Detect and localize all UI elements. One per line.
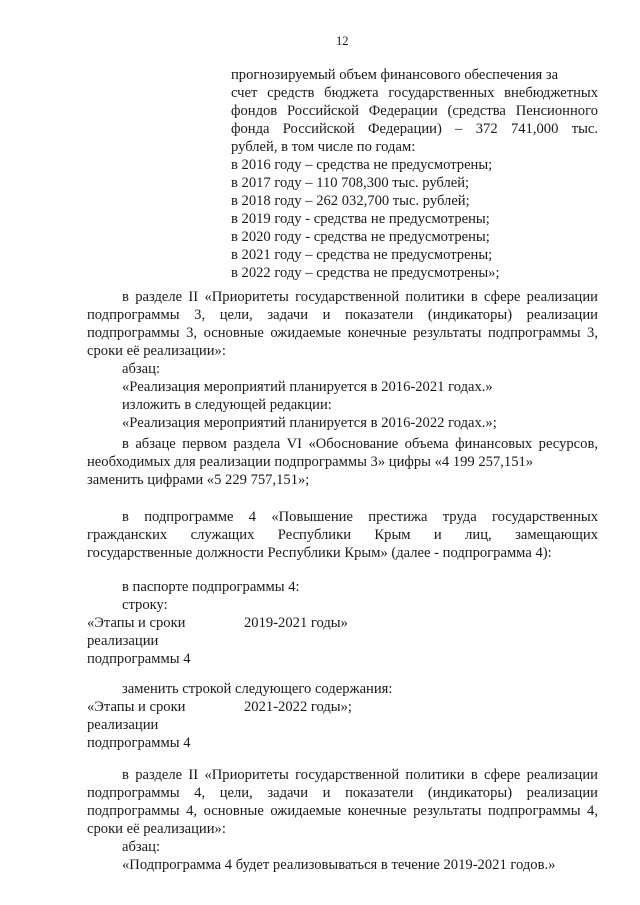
replace-label: заменить строкой следующего содержания: [122, 681, 393, 697]
abzac-label: абзац: [122, 361, 161, 377]
financing-line: прогнозируемый объем финансового обеспечения за [231, 67, 559, 83]
financing-line: рублей, в том числе по годам: [231, 139, 416, 155]
paragraph-line: подпрограммы 3, основные ожидаемые конечные результаты подпрограммы 3, [87, 325, 598, 341]
new-row-label: реализации [87, 717, 159, 733]
old-row-label: подпрограммы 4 [87, 651, 191, 667]
new-text: «Реализация мероприятий планируется в 2016-2022 годах.»; [122, 415, 497, 431]
redaction-label: изложить в следующей редакции: [122, 397, 332, 413]
stroku-label: строку: [122, 597, 168, 613]
old-text: «Подпрограмма 4 будет реализовываться в течение 2019-2021 годов.» [122, 857, 556, 873]
paragraph-line: сроки её реализации»: [87, 821, 226, 837]
paragraph-line: в подпрограмме 4 «Повышение престижа труда государственных [122, 509, 598, 525]
paragraph-line: заменить цифрами «5 229 757,151»; [87, 472, 310, 488]
year-line: в 2022 году – средства не предусмотрены»; [231, 265, 500, 281]
passport-intro: в паспорте подпрограммы 4: [122, 579, 300, 595]
new-row-value: 2021-2022 годы»; [244, 699, 352, 715]
new-row-label: подпрограммы 4 [87, 735, 191, 751]
year-line: в 2017 году – 110 708,300 тыс. рублей; [231, 175, 470, 191]
old-row-label: «Этапы и сроки [87, 615, 186, 631]
paragraph-line: подпрограммы 4, цели, задачи и показатели (индикаторы) реализации [87, 785, 598, 801]
old-text: «Реализация мероприятий планируется в 2016-2021 годах.» [122, 379, 493, 395]
financing-line: фондов Российской Федерации (средства Пенсионного [231, 103, 598, 119]
abzac-label: абзац: [122, 839, 161, 855]
new-row-label: «Этапы и сроки [87, 699, 186, 715]
paragraph-line: сроки её реализации»: [87, 343, 226, 359]
financing-line: счет средств бюджета государственных внебюджетных [231, 85, 598, 101]
paragraph-line: в разделе II «Приоритеты государственной политики в сфере реализации [122, 767, 598, 783]
paragraph-line: подпрограммы 4, основные ожидаемые конечные результаты подпрограммы 4, [87, 803, 598, 819]
paragraph-line: государственные должности Республики Крым» (далее - подпрограмма 4): [87, 545, 552, 561]
paragraph-line: гражданских служащих Республики Крым и лиц, замещающих [87, 527, 598, 543]
year-line: в 2021 году – средства не предусмотрены; [231, 247, 493, 263]
paragraph-line: необходимых для реализации подпрограммы 3» цифры «4 199 257,151» [87, 454, 534, 470]
year-line: в 2016 году – средства не предусмотрены; [231, 157, 493, 173]
old-row-label: реализации [87, 633, 159, 649]
page-number: 12 [336, 34, 349, 48]
paragraph-line: в разделе II «Приоритеты государственной политики в сфере реализации [122, 289, 598, 305]
financing-line: фонда Российской Федерации) – 372 741,000 тыс. [231, 121, 598, 137]
year-line: в 2018 году – 262 032,700 тыс. рублей; [231, 193, 470, 209]
year-line: в 2019 году - средства не предусмотрены; [231, 211, 490, 227]
paragraph-line: подпрограммы 3, цели, задачи и показатели (индикаторы) реализации [87, 307, 598, 323]
year-line: в 2020 году - средства не предусмотрены; [231, 229, 490, 245]
old-row-value: 2019-2021 годы» [244, 615, 348, 631]
paragraph-line: в абзаце первом раздела VI «Обоснование объема финансовых ресурсов, [122, 436, 598, 452]
